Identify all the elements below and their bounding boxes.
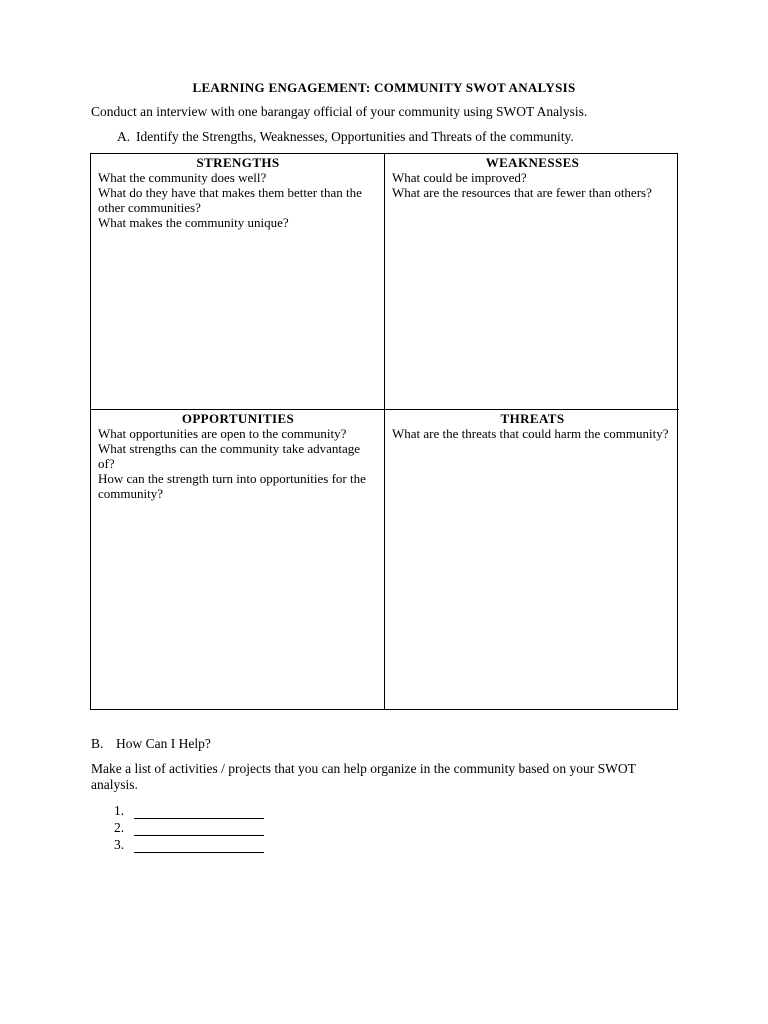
answer-blank-line[interactable]: [134, 839, 264, 853]
answer-item: [114, 836, 264, 853]
opportunities-question: What opportunities are open to the community?: [98, 426, 347, 441]
opportunities-heading: OPPORTUNITIES: [181, 411, 295, 426]
strengths-question: What the community does well?: [98, 170, 267, 185]
weaknesses-cell[interactable]: [385, 154, 679, 410]
answer-blank-line[interactable]: [134, 822, 264, 836]
section-a-text: Identify the Strengths, Weaknesses, Opportunities and Threats of the community.: [136, 129, 574, 144]
threats-cell[interactable]: [385, 410, 679, 710]
strengths-question: What do they have that makes them better than the other communities?: [98, 185, 362, 215]
section-b: [91, 736, 211, 752]
strengths-cell[interactable]: [91, 154, 385, 410]
swot-grid: [90, 153, 678, 710]
section-a-marker: A.: [117, 129, 131, 144]
answer-number: 2.: [114, 820, 125, 835]
instructions-text: Make a list of activities / projects that you can help organize in the community based on your SWOT analysis.: [91, 761, 636, 792]
weaknesses-question: What could be improved?: [392, 170, 527, 185]
answer-number: 3.: [114, 837, 125, 852]
intro-text: Conduct an interview with one barangay official of your community using SWOT Analysis.: [91, 104, 588, 119]
answer-list: [114, 802, 264, 853]
weaknesses-question: What are the resources that are fewer than others?: [392, 185, 652, 200]
threats-question: What are the threats that could harm the community?: [392, 426, 669, 441]
page-title: LEARNING ENGAGEMENT: COMMUNITY SWOT ANALYSIS: [192, 80, 576, 95]
answer-number: 1.: [114, 803, 125, 818]
weaknesses-heading: WEAKNESSES: [485, 155, 580, 170]
section-a: [117, 129, 717, 145]
section-b-text: How Can I Help?: [116, 736, 211, 751]
section-b-marker: B.: [91, 736, 104, 751]
strengths-heading: STRENGTHS: [196, 155, 280, 170]
strengths-question: What makes the community unique?: [98, 215, 289, 230]
opportunities-question: How can the strength turn into opportunities for the community?: [98, 471, 366, 501]
threats-heading: THREATS: [500, 411, 565, 426]
answer-blank-line[interactable]: [134, 805, 264, 819]
opportunities-cell[interactable]: [91, 410, 385, 710]
answer-item: [114, 802, 264, 819]
opportunities-question: What strengths can the community take advantage of?: [98, 441, 361, 471]
answer-item: [114, 819, 264, 836]
